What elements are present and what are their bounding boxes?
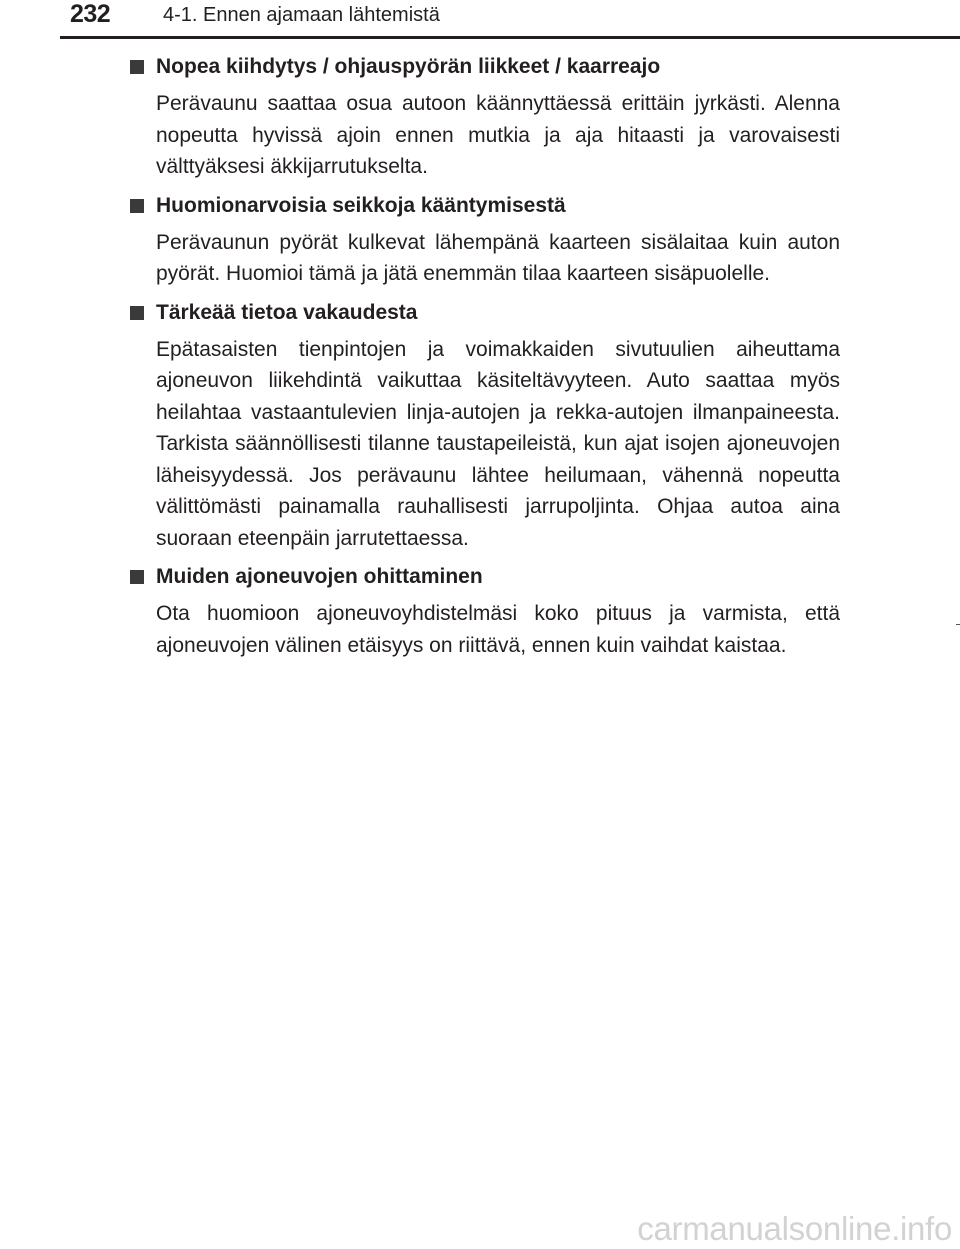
page-number: 232 <box>70 0 111 28</box>
watermark-text: carmanualsonline.info <box>637 1210 952 1247</box>
page-header <box>0 0 960 40</box>
section-body: Perävaunun pyörät kulkevat lähempänä kaarteen sisälaitaa kuin auton pyörät. Huomioi tämä ja jätä enemmän tilaa kaarteen sisäpuolelle. <box>156 230 840 285</box>
chapter-title: 4-1. Ennen ajamaan lähtemistä <box>163 4 440 26</box>
section-heading <box>128 52 840 82</box>
section-heading-text: Nopea kiihdytys / ohjauspyörän liikkeet / kaarreajo <box>156 55 661 78</box>
section-heading-text: Muiden ajoneuvojen ohittaminen <box>156 565 483 588</box>
header-divider <box>60 36 960 39</box>
square-bullet-icon <box>130 199 144 213</box>
section-heading <box>128 191 840 221</box>
section-overtaking <box>128 562 840 661</box>
section-heading <box>128 562 840 592</box>
section-heading-text: Huomionarvoisia seikkoja kääntymisestä <box>156 193 566 217</box>
square-bullet-icon <box>130 306 144 320</box>
section-body: Ota huomioon ajoneuvoyhdistelmäsi koko pituus ja varmista, että ajoneuvojen välinen etäisyys on riittävä, ennen kuin vaihdat kaistaa. <box>156 602 840 657</box>
section-body: Epätasaisten tienpintojen ja voimakkaiden sivutuulien aiheuttama ajoneuvon liikehdintä vaikuttaa käsiteltävyyteen. Auto saattaa myös heilahtaa vastaantulevien linja-autojen ja rekka-autojen ilmanpaineesta. Tarkista säännöllisesti tilanne taustapeileistä, kun ajat isojen ajoneuvojen läheisyydessä. Jos perävaunu lähtee heilumaan, vähennä nopeutta välittömästi painamalla rauhallisesti jarrupoljinta. Ohjaa autoa aina suoraan eteenpäin jarrutettaessa. <box>156 337 840 550</box>
section-stability <box>128 298 840 555</box>
section-turning <box>128 191 840 290</box>
section-rapid-acceleration <box>128 52 840 183</box>
page-content <box>128 44 840 661</box>
square-bullet-icon <box>130 60 144 74</box>
section-heading <box>128 298 840 328</box>
section-body: Perävaunu saattaa osua autoon käännyttäessä erittäin jyrkästi. Alenna nopeutta hyvissä ajoin ennen mutkia ja aja hitaasti ja varovaisesti välttyäksesi äkkijarrutukselta. <box>156 92 840 178</box>
margin-tick-mark <box>956 624 960 625</box>
section-heading-text: Tärkeää tietoa vakaudesta <box>156 300 418 324</box>
square-bullet-icon <box>130 570 144 584</box>
